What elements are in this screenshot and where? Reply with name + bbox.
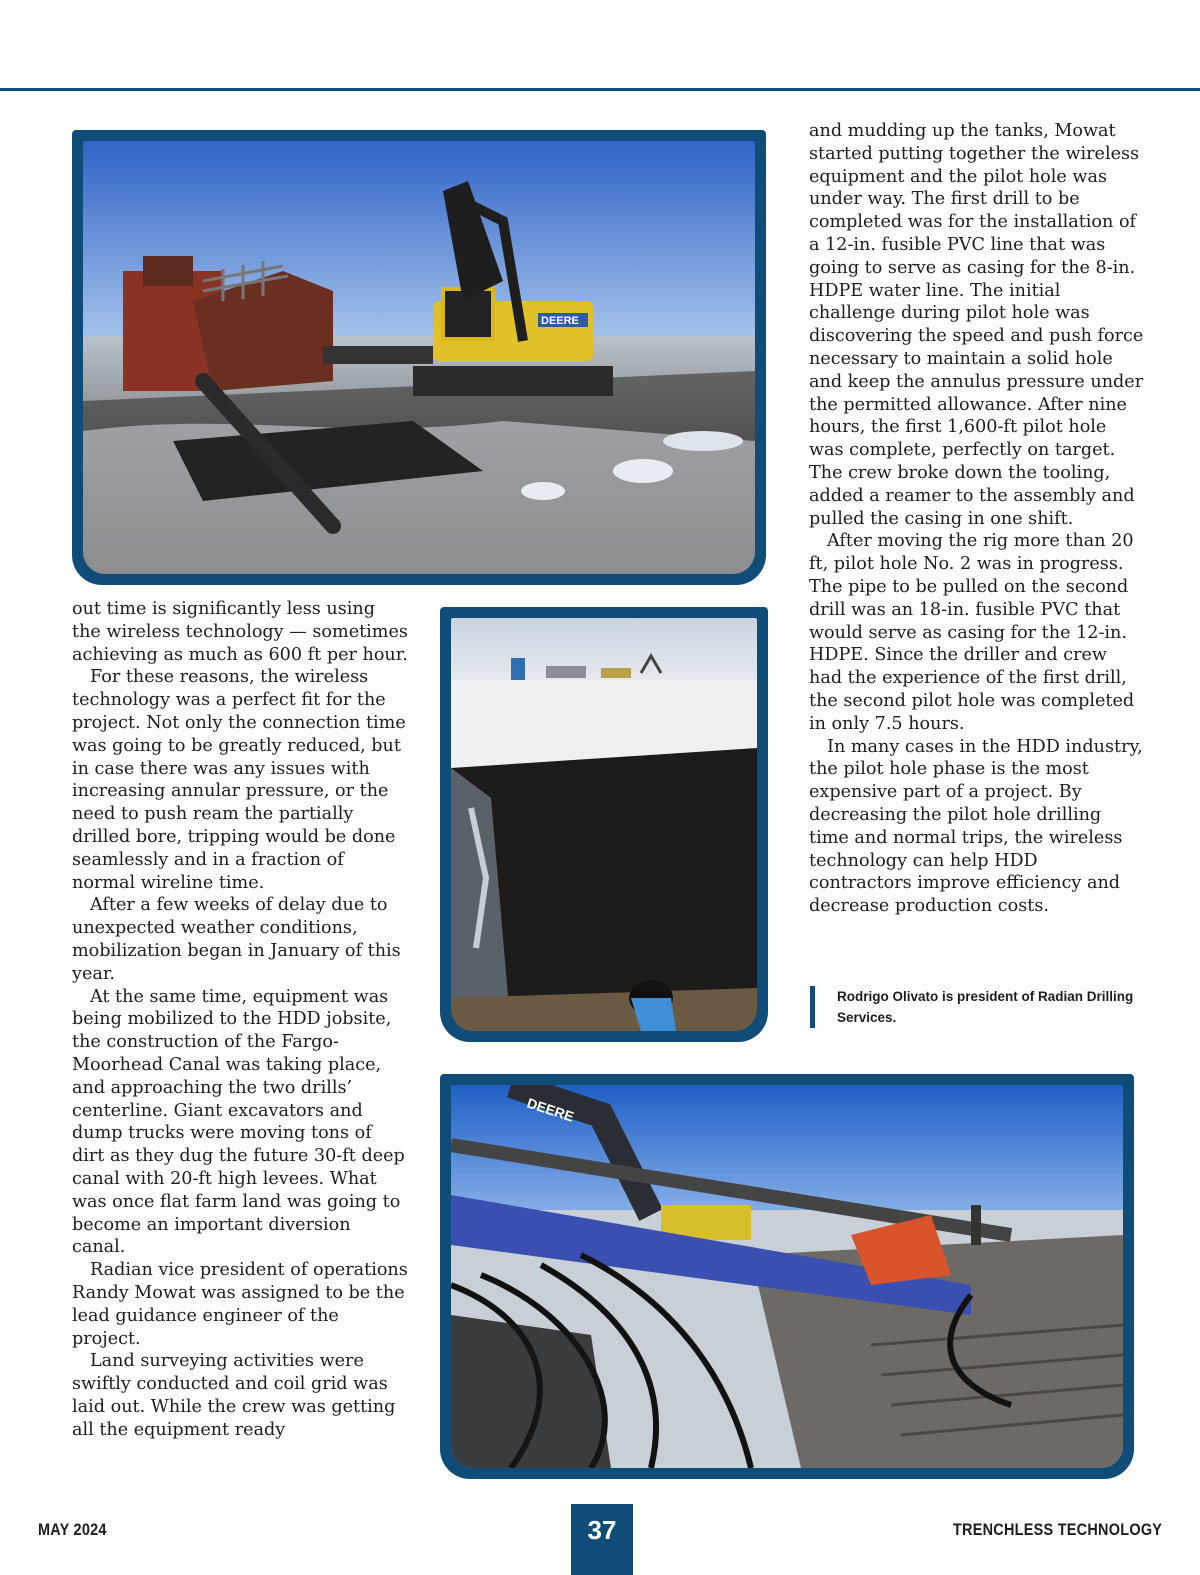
left-paragraph-6: Land surveying activities were swiftly conducted and coil grid was laid out. While the crew was getting all the equipment ready (72, 1351, 396, 1440)
photo-frame-drill-rig (440, 1074, 1134, 1479)
photo-excavator-drill-rig (83, 141, 755, 574)
photo-frame-trench (440, 607, 768, 1042)
right-text-column (809, 120, 1144, 918)
author-byline: Rodrigo Olivato is president of Radian Drilling Services. (810, 986, 1167, 1028)
page-number: 37 (571, 1504, 633, 1575)
right-paragraph-3: In many cases in the HDD industry, the pilot hole phase is the most expensive part of a project. By decreasing the pilot hole drilling time and normal trips, the wireless technology can help HDD contractors improve efficiency and decrease production costs. (809, 736, 1143, 917)
footer-publication-name: TRENCHLESS TECHNOLOGY (952, 1520, 1162, 1539)
photo-frame-excavator (72, 130, 766, 585)
right-paragraph-2: After moving the rig more than 20 ft, pilot hole No. 2 was in progress. The pipe to be pulled on the second drill was an 18-in. fusible PVC that would serve as casing for the 12-in. HDPE. Since the driller and crew had the experience of the first drill, the second pilot hole was completed in only 7.5 hours. (809, 531, 1135, 734)
deere-label-top: DEERE (541, 315, 579, 327)
left-paragraph-4: At the same time, equipment was being mobilized to the HDD jobsite, the construction of the Fargo-Moorhead Canal was taking place, and approaching the two drills’ centerline. Giant excavators and dump trucks were moving tons of dirt as they dug the future 30-ft deep canal with 20-ft high levees. What was once flat farm land was going to become an important diversion canal. (72, 986, 405, 1258)
left-paragraph-1: out time is significantly less using the wireless technology — sometimes achieving as much as 600 ft per hour. (72, 599, 408, 665)
left-paragraph-3: After a few weeks of delay due to unexpected weather conditions, mobilization began in January of this year. (72, 895, 401, 984)
header-rule (0, 88, 1200, 91)
footer-issue-date: MAY 2024 (38, 1520, 107, 1539)
left-text-column (72, 598, 408, 1441)
deere-label-bottom: DEERE (525, 1094, 576, 1125)
left-paragraph-5: Radian vice president of operations Randy Mowat was assigned to be the lead guidance engineer of the project. (72, 1260, 408, 1349)
photo-trench-pipe (451, 618, 757, 1031)
left-paragraph-2: For these reasons, the wireless technology was a perfect fit for the project. Not only the connection time was going to be greatly reduced, but in case there was any issues with increasing annular pressure, or the need to push ream the partially drilled bore, tripping would be done seamlessly and in a fraction of normal wireline time. (72, 667, 406, 893)
photo-drill-rig-closeup (451, 1085, 1123, 1468)
right-paragraph-1: and mudding up the tanks, Mowat started putting together the wireless equipment and the pilot hole was under way. The first drill to be completed was for the installation of a 12-in. fusible PVC line that was going to serve as casing for the 8-in. HDPE water line. The initial challenge during pilot hole was discovering the speed and push force necessary to maintain a solid hole and keep the annulus pressure under the permitted allowance. After nine hours, the first 1,600-ft pilot hole was complete, perfectly on target. The crew broke down the tooling, added a reamer to the assembly and pulled the casing in one shift. (809, 121, 1144, 529)
